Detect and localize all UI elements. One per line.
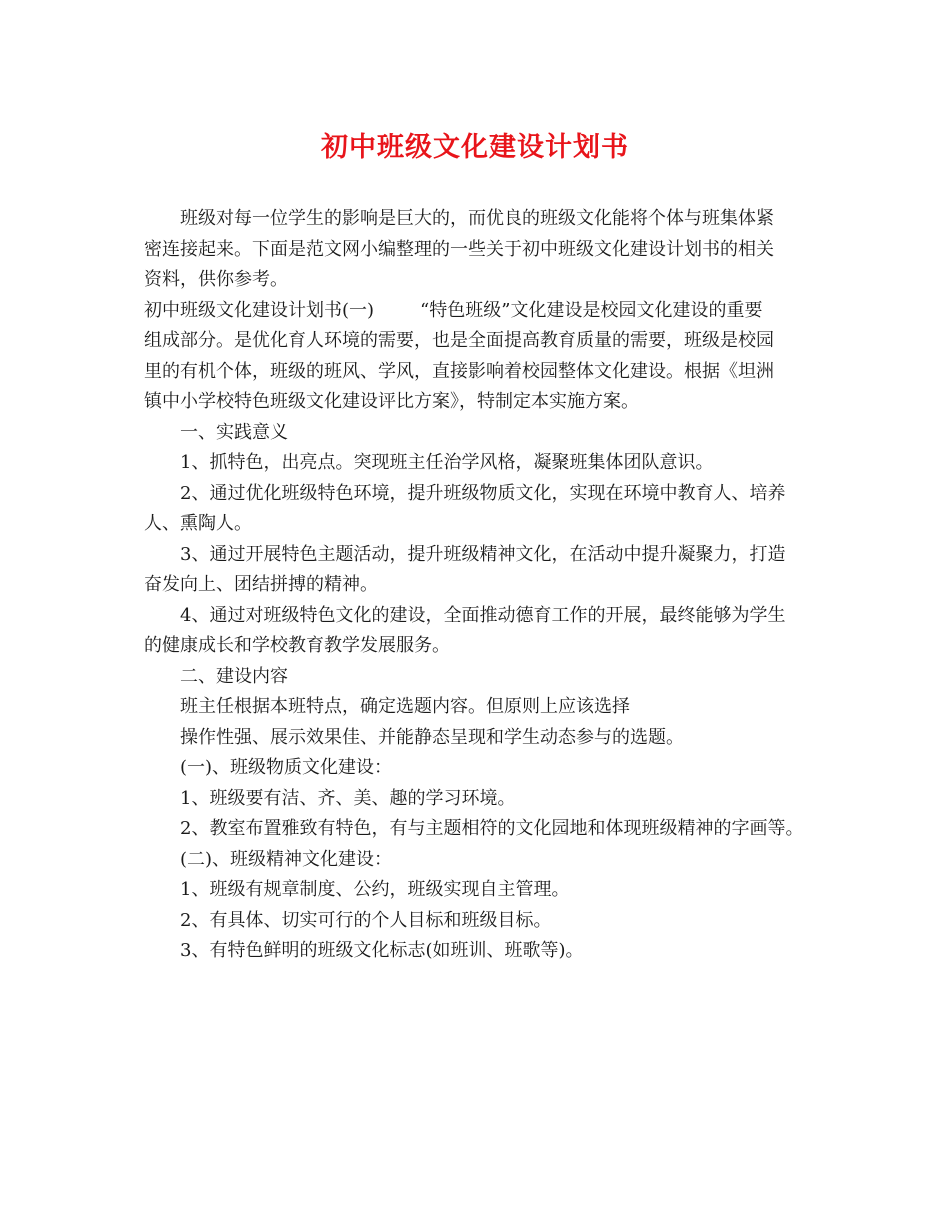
text-line-content: 1、班级要有洁、齐、美、趣的学习环境。 [180, 787, 516, 809]
text-line [144, 265, 824, 296]
text-line [144, 845, 824, 876]
text-line [144, 936, 824, 967]
text-line-content: 班主任根据本班特点，确定选题内容。但原则上应该选择 [180, 696, 630, 717]
document-body [144, 204, 824, 967]
text-line [144, 601, 824, 632]
text-line [144, 357, 824, 388]
text-line [144, 235, 824, 266]
text-line [144, 296, 824, 327]
text-line [144, 326, 824, 357]
text-line-content: 2、有具体、切实可行的个人目标和班级目标。 [180, 909, 552, 931]
text-line [144, 509, 824, 540]
text-line [144, 570, 824, 601]
text-line [144, 418, 824, 449]
text-line [144, 631, 824, 662]
text-line [144, 479, 824, 510]
text-line-content: 镇中小学校特色班级文化建设评比方案》，特制定本实施方案。 [144, 391, 639, 412]
text-line-content: 组成部分。是优化育人环境的需要，也是全面提高教育质量的需要，班级是校园 [144, 330, 774, 351]
text-line-content: 奋发向上、团结拼搏的精神。 [144, 574, 378, 595]
text-line [144, 387, 824, 418]
text-line-content: 人、熏陶人。 [144, 513, 252, 534]
text-line-content: 4、通过对班级特色文化的建设，全面推动德育工作的开展，最终能够为学生 [180, 604, 786, 626]
text-line-content: 班级对每一位学生的影响是巨大的，而优良的班级文化能将个体与班集体紧 [180, 208, 774, 229]
text-line-content: 3、有特色鲜明的班级文化标志(如班训、班歌等)。 [180, 940, 584, 961]
text-line-content: 2、教室布置雅致有特色，有与主题相符的文化园地和体现班级精神的字画等。 [180, 818, 804, 839]
text-line [144, 875, 824, 906]
text-line [144, 723, 824, 754]
text-line-content: 3、通过开展特色主题活动，提升班级精神文化，在活动中提升凝聚力，打造 [180, 543, 786, 565]
document-title: 初中班级文化建设计划书 [321, 132, 629, 163]
text-line-content: 2、通过优化班级特色环境，提升班级物质文化，实现在环境中教育人、培养 [180, 482, 786, 504]
text-line [144, 814, 824, 845]
text-line-content: 的健康成长和学校教育教学发展服务。 [144, 635, 450, 656]
text-line [144, 784, 824, 815]
text-line-content: 1、抓特色，出亮点。突现班主任治学风格，凝聚班集体团队意识。 [180, 452, 714, 473]
text-line-content: 操作性强、展示效果佳、并能静态呈现和学生动态参与的选题。 [180, 726, 684, 748]
text-line [144, 204, 824, 235]
text-line-content: 密连接起来。下面是范文网小编整理的一些关于初中班级文化建设计划书的相关 [144, 238, 774, 260]
text-line [144, 753, 824, 784]
text-line-content: 1、班级有规章制度、公约，班级实现自主管理。 [180, 879, 570, 900]
text-line-content: 初中班级文化建设计划书(一) [144, 299, 375, 321]
text-line-content: 二、建设内容 [180, 665, 288, 687]
text-line [144, 662, 824, 693]
text-line-continuation: “特色班级”文化建设是校园文化建设的重要 [420, 299, 763, 321]
text-line-content: (一)、班级物质文化建设： [180, 757, 393, 778]
text-line [144, 692, 824, 723]
text-line-content: 里的有机个体，班级的班风、学风，直接影响着校园整体文化建设。根据《坦洲 [144, 360, 774, 382]
text-line [144, 540, 824, 571]
text-line-content: 资料，供你参考。 [144, 269, 288, 290]
text-line [144, 906, 824, 937]
text-line-content: 一、实践意义 [180, 421, 288, 443]
text-line [144, 448, 824, 479]
text-line-content: (二)、班级精神文化建设： [180, 848, 393, 870]
